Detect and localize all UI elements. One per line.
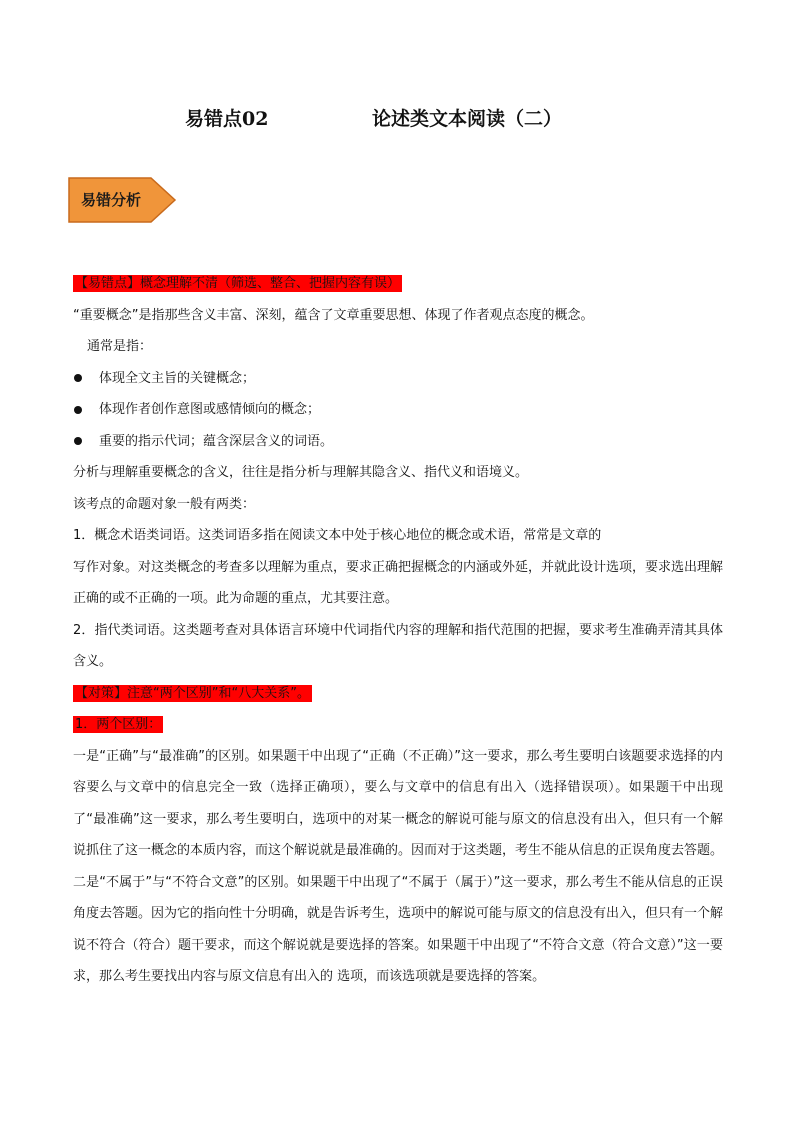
page-title <box>0 104 794 134</box>
title-topic: 论述类文本阅读（二） <box>372 108 563 130</box>
two-types-text: 该考点的命题对象一般有两类： <box>73 496 256 512</box>
section-badge <box>67 176 177 224</box>
bullet-text: 体现全文主旨的关键概念； <box>99 370 256 386</box>
intro-text: “重要概念”是指那些含义丰富、深刻，蕴含了文章重要思想、体现了作者观点态度的概念。 <box>73 307 594 323</box>
analysis-text: 分析与理解重要概念的含义，往往是指分析与理解其隐含义、指代义和语境义。 <box>73 465 529 480</box>
badge-label: 易错分析 <box>81 191 142 209</box>
bullet-item <box>73 394 723 426</box>
sub-heading: 1．两个区别： <box>75 717 162 732</box>
type2-text: 2．指代类词语。这类题考查对具体语言环境中代词指代内容的理解和指代范围的把握，要求考生准确弄清其具体含义。 <box>73 622 723 669</box>
bullet-icon <box>74 437 82 445</box>
bullet-item <box>73 426 723 458</box>
bullet-text: 体现作者创作意图或感情倾向的概念； <box>99 402 321 417</box>
body-paragraph: 一是“正确”与“最准确”的区别。如果题干中出现了“正确（不正确）”这一要求，那么考生要明白该题要求选择的内容要么与文章中的信息完全一致（选择正确项），要么与文章中的信息有出入（选择错误项）。如果题干中出现了“最准确”这一要求，那么考生要明白，选项中的对某一概念的解说可能与原文的信息没有出入，但只有一个解说抓住了这一概念的本质内容，而这个解说就是最准确的。因而对于这类题，考生不能从信息的正误角度去答题。二是“不属于”与“不符合文意”的区别。如果题干中出现了“不属于（属于）”这一要求，那么考生不能从信息的正误角度去答题。因为它的指向性十分明确，就是告诉考生，选项中的解说可能与原文的信息没有出入，但只有一个解说不符合（符合）题干要求，而这个解说就是要选择的答案。如果题干中出现了“不符合文意（符合文意）”这一要求，那么考生要找出内容与原文信息有出入的 选项，而该选项就是要选择的答案。 <box>73 748 724 984</box>
bullet-item <box>73 363 723 395</box>
bullet-text: 重要的指示代词；蕴含深层含义的词语。 <box>99 433 334 449</box>
bullet-icon <box>74 374 82 382</box>
usually-text: 通常是指： <box>87 339 153 354</box>
point-heading: 【易错点】概念理解不清（筛选、整合、把握内容有误） <box>75 276 401 291</box>
strategy-heading: 【对策】注意“两个区别”和“八大关系”。 <box>75 685 310 701</box>
type1-first-line: 1．概念术语类词语。这类词语多指在阅读文本中处于核心地位的概念或术语，常常是文章的 <box>73 528 602 543</box>
title-number: 易错点02 <box>185 108 269 130</box>
bullet-icon <box>74 406 82 414</box>
main-content <box>73 268 723 993</box>
type1-rest: 写作对象。对这类概念的考查多以理解为重点，要求正确把握概念的内涵或外延，并就此设计选项，要求选出理解正确的或不正确的一项。此为命题的重点，尤其要注意。 <box>73 559 724 606</box>
